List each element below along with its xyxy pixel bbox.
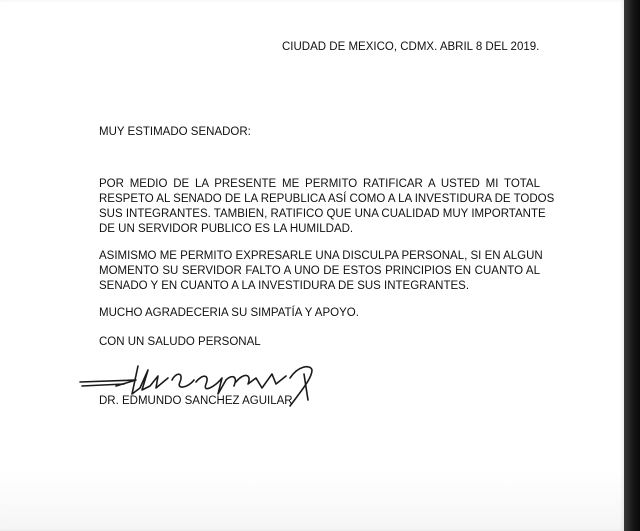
paragraph-line: SUS INTEGRANTES. TAMBIEN, RATIFICO QUE UNA CUALIDAD MUY IMPORTANTE <box>99 208 546 220</box>
paragraph-line: RESPETO AL SENADO DE LA REPUBLICA ASÍ COMO A LA INVESTIDURA DE TODOS <box>99 193 555 205</box>
paragraph-ratification <box>99 177 555 237</box>
thanks-line: MUCHO AGRADECERIA SU SIMPATÍA Y APOYO. <box>99 307 359 319</box>
paragraph-line: SENADO Y EN CUANTO A LA INVESTIDURA DE SUS INTEGRANTES. <box>99 280 470 292</box>
signer-name: DR. EDMUNDO SANCHEZ AGUILAR <box>99 395 293 407</box>
salutation: MUY ESTIMADO SENADOR: <box>99 126 251 138</box>
closing-line: CON UN SALUDO PERSONAL <box>99 336 261 348</box>
paragraph-line: ASIMISMO ME PERMITO EXPRESARLE UNA DISCULPA PERSONAL, SI EN ALGUN <box>99 250 543 262</box>
paragraph-line: MOMENTO SU SERVIDOR FALTO A UNO DE ESTOS PRINCIPIOS EN CUANTO AL <box>99 265 540 277</box>
paragraph-line: DE UN SERVIDOR PUBLICO ES LA HUMILDAD. <box>99 223 354 235</box>
page-shadow <box>0 470 624 531</box>
date-line: CIUDAD DE MEXICO, CDMX. ABRIL 8 DEL 2019. <box>282 41 540 53</box>
paragraph-apology <box>99 249 543 294</box>
background-edge <box>624 0 640 531</box>
paragraph-line: POR MEDIO DE LA PRESENTE ME PERMITO RATIFICAR A USTED MI TOTAL <box>99 178 540 190</box>
